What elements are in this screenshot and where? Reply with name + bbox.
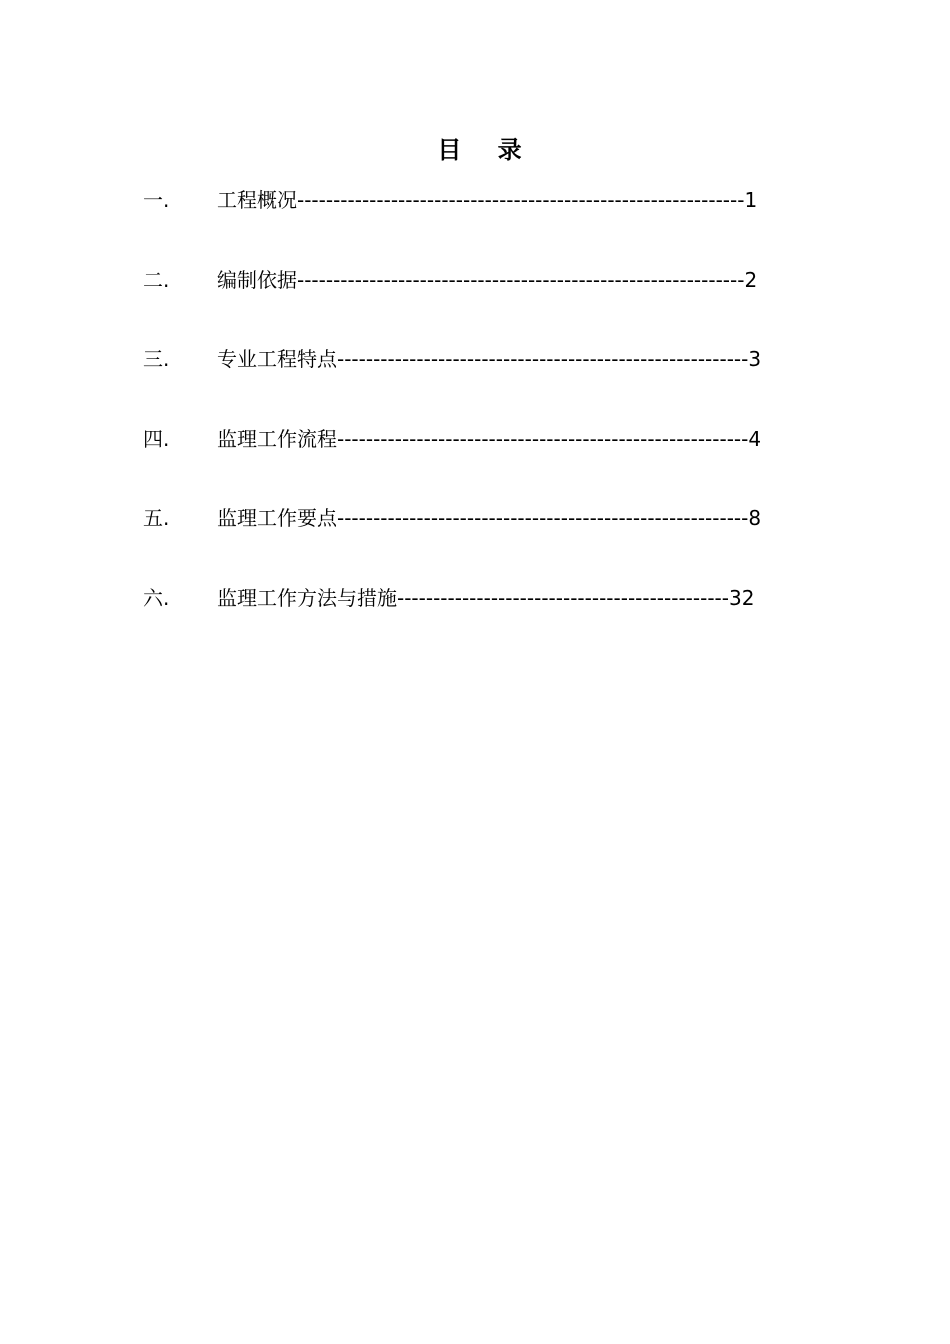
toc-entry-leader: --------------------------------------------------------- [337, 347, 749, 371]
toc-entry-line [217, 182, 757, 218]
toc-entry-page: 1 [744, 188, 758, 212]
toc-entry-leader: -------------------------------------------------------------- [297, 267, 745, 292]
toc-entry-number: 一. [143, 188, 170, 212]
toc-entry-line [217, 580, 754, 616]
table-of-contents [143, 182, 853, 659]
toc-entry-leader: -------------------------------------------------------------- [297, 188, 745, 212]
toc-entry-text: 监理工作要点 [217, 506, 337, 530]
toc-entry-page: 3 [748, 347, 762, 371]
toc-entry[interactable] [143, 421, 853, 501]
toc-entry-line [217, 500, 761, 536]
toc-entry-text: 监理工作流程 [217, 426, 337, 451]
toc-entry-line [217, 341, 761, 377]
toc-entry-line [217, 262, 757, 298]
toc-entry-text: 工程概况 [217, 188, 297, 212]
toc-entry-number: 二. [143, 267, 170, 292]
toc-entry-number: 四. [143, 426, 170, 451]
toc-entry-leader: --------------------------------------------------------- [337, 506, 749, 530]
toc-title: 目 录 [437, 136, 536, 164]
toc-entry-number: 五. [143, 506, 170, 530]
toc-entry-leader: --------------------------------------------------------- [337, 426, 749, 451]
toc-entry-page: 4 [748, 426, 762, 451]
toc-entry-number: 六. [143, 585, 170, 610]
toc-entry-page: 8 [748, 506, 762, 530]
toc-entry[interactable] [143, 182, 853, 262]
toc-entry[interactable] [143, 500, 853, 580]
toc-entry-text: 监理工作方法与措施 [217, 585, 397, 610]
toc-entry-text: 专业工程特点 [217, 347, 337, 371]
toc-entry-leader: ---------------------------------------------- [397, 585, 729, 610]
toc-entry-page: 32 [728, 585, 755, 610]
toc-entry-text: 编制依据 [217, 267, 297, 292]
toc-entry-line [217, 421, 761, 457]
toc-entry-page: 2 [744, 267, 758, 292]
toc-entry[interactable] [143, 580, 853, 660]
toc-entry[interactable] [143, 262, 853, 342]
toc-entry[interactable] [143, 341, 853, 421]
toc-entry-number: 三. [143, 347, 170, 371]
